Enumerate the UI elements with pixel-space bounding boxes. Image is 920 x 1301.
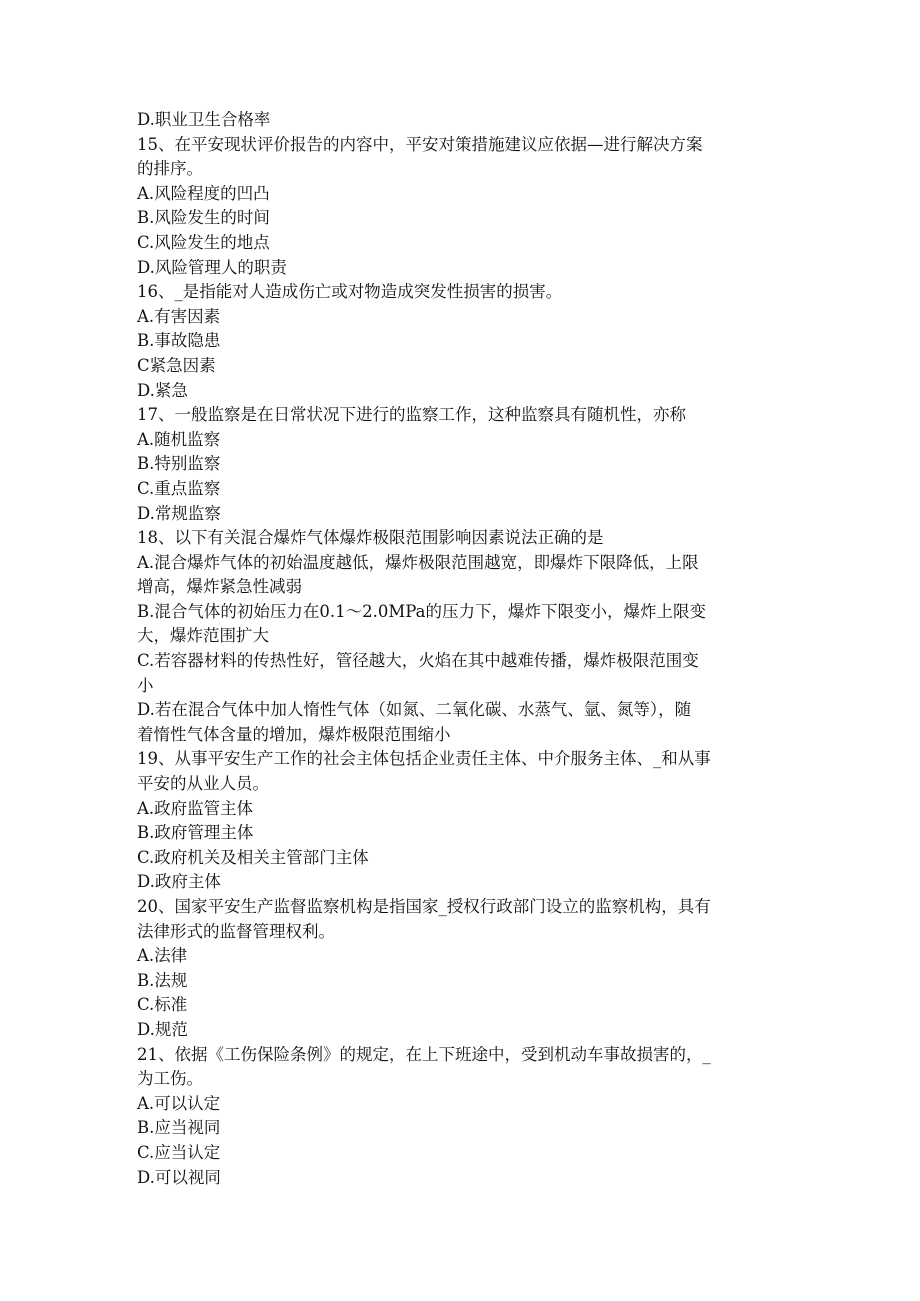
option-line: A.法律: [137, 946, 188, 966]
option-line: A.有害因素: [137, 306, 221, 326]
document-body: [137, 108, 787, 1190]
question-line: 19、从事平安生产工作的社会主体包括企业责任主体、中介服务主体、_和从事: [137, 749, 711, 769]
option-line: C.应当认定: [137, 1142, 221, 1162]
option-line: 增高，爆炸紧急性减弱: [137, 577, 302, 597]
question-line: 为工伤。: [137, 1069, 203, 1089]
question-line: 17、一般监察是在日常状况下进行的监察工作，这种监察具有随机性，亦称: [137, 405, 686, 425]
option-line: 小: [137, 675, 154, 695]
option-line: D.紧急: [137, 380, 188, 400]
question-line: 20、国家平安生产监督监察机构是指国家_授权行政部门设立的监察机构，具有: [137, 897, 711, 916]
option-line: A.风险程度的凹凸: [137, 183, 270, 203]
question-line: 16、_是指能对人造成伤亡或对物造成突发性损害的损害。: [137, 282, 563, 302]
question-line: 18、以下有关混合爆炸气体爆炸极限范围影响因素说法正确的是: [137, 528, 604, 548]
option-line: D.可以视同: [137, 1167, 221, 1187]
option-line: A.混合爆炸气体的初始温度越低，爆炸极限范围越宽，即爆炸下限降低，上限: [137, 552, 699, 572]
option-line: B.事故隐患: [137, 331, 221, 351]
option-line: C.政府机关及相关主管部门主体: [137, 847, 369, 867]
option-line: A.可以认定: [137, 1093, 221, 1113]
option-line: B.政府管理主体: [137, 823, 254, 843]
option-line: C.标准: [137, 995, 188, 1015]
option-line: C.若容器材料的传热性好，管径越大，火焰在其中越难传播，爆炸极限范围变: [137, 651, 699, 671]
option-line: B.混合气体的初始压力在0.1～2.0MPa的压力下，爆炸下限变小，爆炸上限变: [137, 601, 706, 621]
option-line: C.风险发生的地点: [137, 232, 270, 252]
question-line: 21、依据《工伤保险条例》的规定，在上下班途中，受到机动车事故损害的，_: [137, 1044, 711, 1064]
option-line: A.随机监察: [137, 429, 221, 449]
option-line: B.风险发生的时间: [137, 208, 270, 228]
option-line: B.应当视同: [137, 1118, 221, 1138]
option-line: 大，爆炸范围扩大: [137, 626, 269, 646]
option-line: C.重点监察: [137, 478, 221, 498]
option-line: B.特别监察: [137, 454, 221, 474]
option-line: B.法规: [137, 970, 188, 990]
option-line: D.政府主体: [137, 872, 221, 892]
question-line: 的排序。: [137, 159, 203, 179]
option-line: A.政府监管主体: [137, 798, 254, 818]
option-line: 着惰性气体含量的增加，爆炸极限范围缩小: [137, 724, 451, 744]
option-line: D.规范: [137, 1019, 188, 1039]
option-line: D.职业卫生合格率: [137, 110, 271, 129]
question-line: 法律形式的监督管理权利。: [137, 921, 335, 941]
option-line: D.常规监察: [137, 503, 221, 523]
question-line: 15、在平安现状评价报告的内容中，平安对策措施建议应依据—进行解决方案: [137, 134, 703, 154]
question-line: 平安的从业人员。: [137, 774, 269, 794]
option-line: C紧急因素: [137, 355, 216, 375]
option-line: D.若在混合气体中加人惰性气体（如氮、二氧化碳、水蒸气、氩、氮等），随: [137, 700, 692, 720]
option-line: D.风险管理人的职责: [137, 257, 287, 277]
